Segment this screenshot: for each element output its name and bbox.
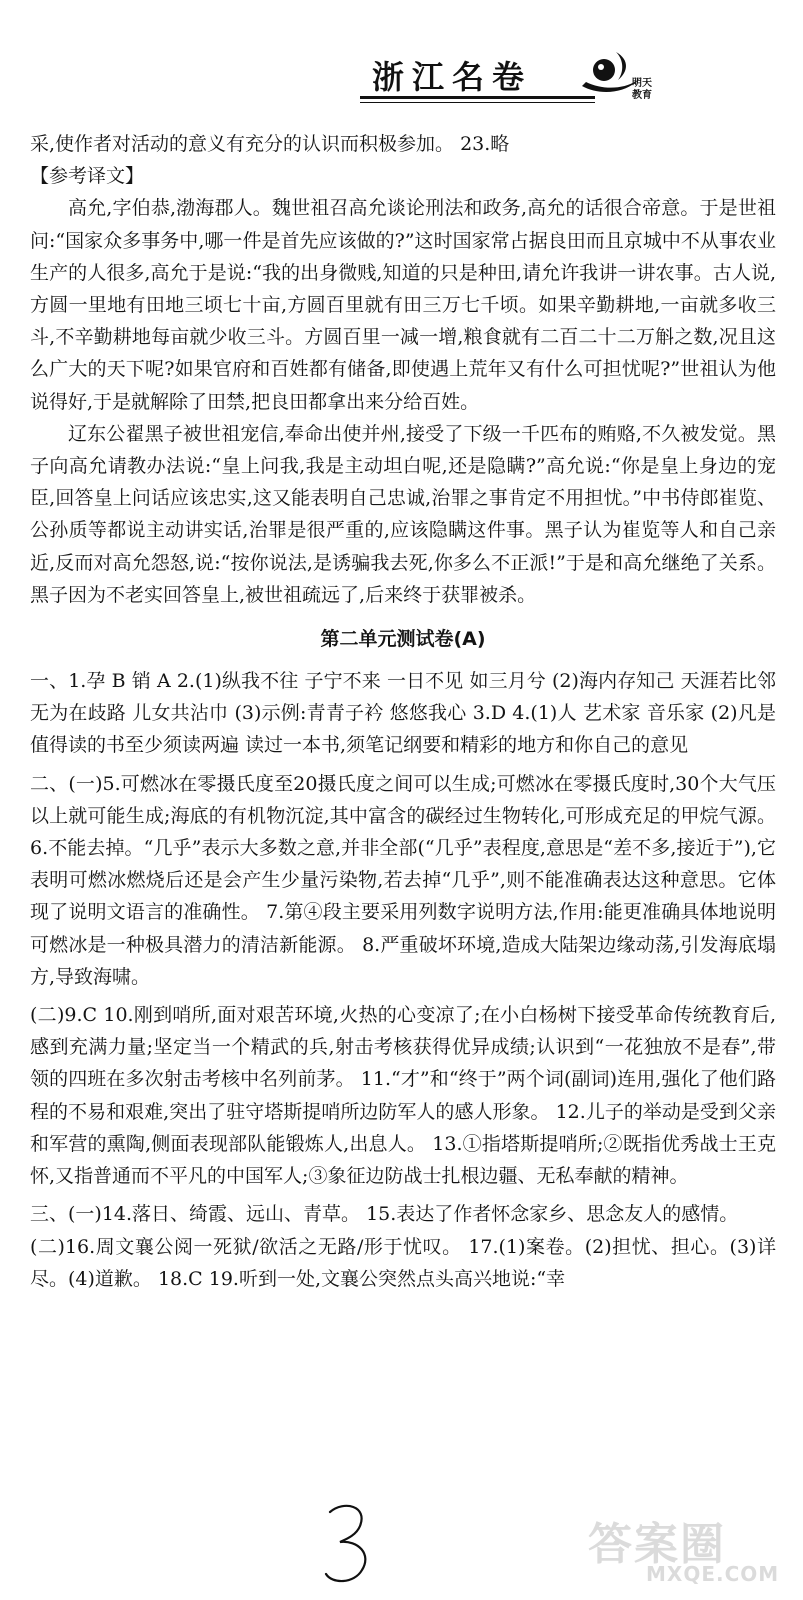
answer-block: 二、(一)5.可燃冰在零摄氏度至20摄氏度之间可以生成;可燃冰在零摄氏度时,30个大气压以上就可能生成;海底的有机物沉淀,其中富含的碳经过生物转化,可形成充足的甲烷气源。 6.不能去掉。“几乎”表示大多数之意,并非全部(“几乎”表程度,意思是“差不多,接近于”),它表明可燃冰燃烧后还是会产生少量污染物,若去掉“几乎”,则不能准确表达这种意思。它体现了说明文语言的准确性。 7.第④段主要采用列数字说明方法,作用:能更准确具体地说明可燃冰是一种极具潜力的清洁新能源。 8.严重破坏环境,造成大陆架边缘动荡,引发海底塌方,导致海啸。 — [30, 772, 776, 988]
series-title: 浙江名卷 — [372, 58, 533, 96]
reference-translation-title: 【参考译文】 — [30, 165, 145, 188]
header-rule-thin — [360, 102, 595, 103]
translation-paragraph: 高允,字伯恭,渤海郡人。魏世祖召高允谈论刑法和政务,高允的话很合帝意。于是世祖问:“国家众多事务中,哪一件是首先应该做的?”这时国家常占据良田而且京城中不从事农业生产的人很多,高允于是说:“我的出身微贱,知道的只是种田,请允许我讲一讲农事。古人说,方圆一里地有田地三顷七十亩,方圆百里就有田三万七千顷。如果辛勤耕地,一亩就多收三斗,不辛勤耕地每亩就少收三斗。方圆百里一减一增,粮食就有二百二十二万斛之数,况且这么广大的天下呢?如果官府和百姓都有储备,即使遇上荒年又有什么可担忧呢?”世祖认为他说得好,于是就解除了田禁,把良田都拿出来分给百姓。 — [30, 197, 776, 413]
handwritten-page-number — [318, 1498, 378, 1588]
section-title: 第二单元测试卷(A) — [320, 628, 486, 651]
answer-block: (二)16.周文襄公阅一死狱/欲活之无路/形于忧叹。 17.(1)案卷。(2)担忧、担心。(3)详尽。(4)道歉。 18.C 19.听到一处,文襄公突然点头高兴地说:“幸 — [30, 1235, 776, 1290]
header-rule — [360, 96, 595, 99]
page-content — [30, 128, 776, 1295]
page-header — [300, 38, 780, 108]
answer-block: 一、1.孕 B 销 A 2.(1)纵我不往 子宁不来 一日不见 如三月兮 (2)海内存知己 天涯若比邻 无为在歧路 儿女共沾巾 (3)示例:青青子衿 悠悠我心 3.D 4.(1)人 艺术家 音乐家 (2)凡是值得读的书至少须读两遍 读过一本书,须笔记纲要和精彩的地方和你自己的意见 — [30, 670, 776, 757]
translation-paragraph: 辽东公翟黑子被世祖宠信,奉命出使并州,接受了下级一千匹布的贿赂,不久被发觉。黑子向高允请教办法说:“皇上问我,我是主动坦白呢,还是隐瞒?”高允说:“你是皇上身边的宠臣,回答皇上问话应该忠实,这又能表明自己忠诚,治罪之事肯定不用担忧。”中书侍郎崔览、公孙质等都说主动讲实话,治罪是很严重的,应该隐瞒这件事。黑子认为崔览等人和自己亲近,反而对高允怨怒,说:“按你说法,是诱骗我去死,你多么不正派!”于是和高允继绝了关系。黑子因为不老实回答皇上,被世祖疏远了,后来终于获罪被杀。 — [30, 422, 776, 606]
publisher-logo-text: 明天教育 — [632, 78, 652, 101]
watermark-chinese: 答案圈 — [588, 1519, 726, 1570]
watermark — [588, 1508, 778, 1588]
answer-block: (二)9.C 10.刚到哨所,面对艰苦环境,火热的心变凉了;在小白杨树下接受革命传统教育后,感到充满力量;坚定当一个精武的兵,射击考核获得优异成绩;认识到“一花独放不是春”,带领的四班在多次射击考核中名列前茅。 11.“才”和“终于”两个词(副词)连用,强化了他们路程的不易和艰难,突出了驻守塔斯提哨所边防军人的感人形象。 12.儿子的举动是受到父亲和军营的熏陶,侧面表现部队能锻炼人,出息人。 13.①指塔斯提哨所;②既指优秀战士王克怀,又指普通而不平凡的中国军人;③象征边防战士扎根边疆、无私奉献的精神。 — [30, 1004, 776, 1188]
continuation-line: 采,使作者对活动的意义有充分的认识而积极参加。 23.略 — [30, 133, 510, 155]
watermark-latin: MXQE.COM — [646, 1562, 780, 1586]
handwritten-page-number-value: 3 — [318, 1498, 319, 1499]
answer-block: 三、(一)14.落日、绮霞、远山、青草。 15.表达了作者怀念家乡、思念友人的感情。 — [30, 1203, 739, 1226]
